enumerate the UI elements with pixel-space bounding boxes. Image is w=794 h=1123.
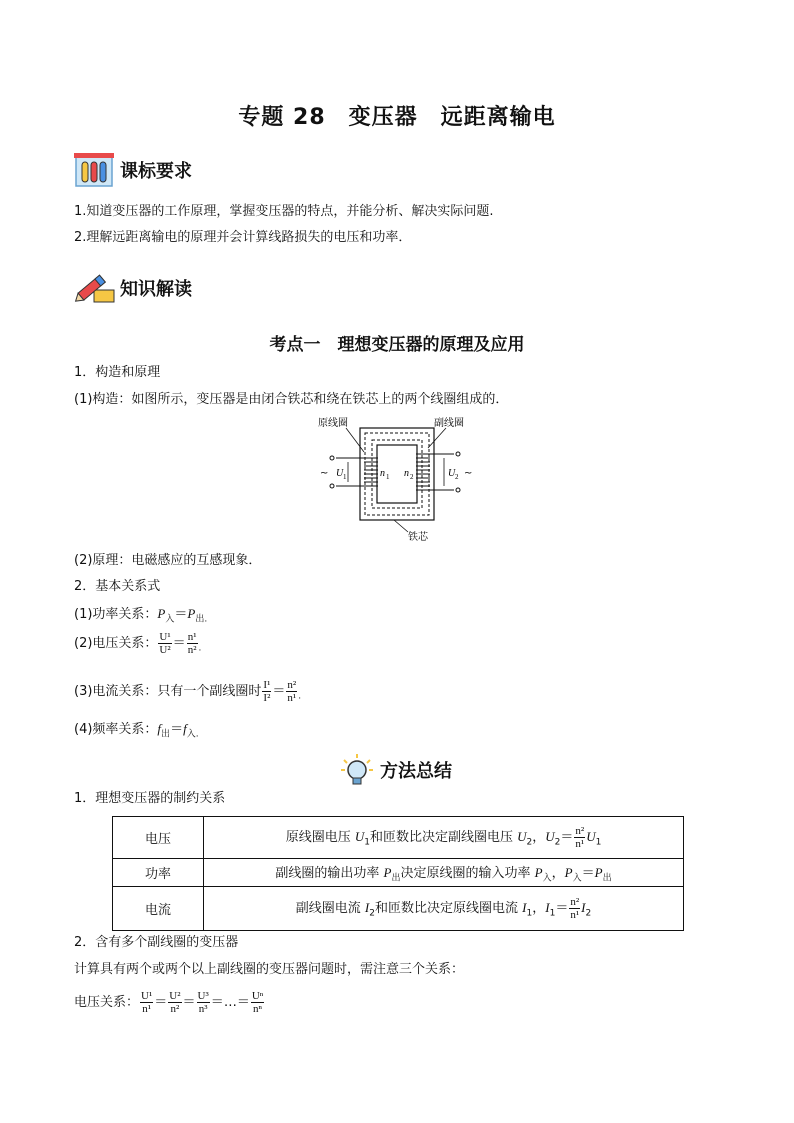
cell-var: P	[594, 864, 603, 880]
n1-sub: 1	[386, 473, 390, 481]
frac-num: U²	[169, 990, 181, 1002]
cell-text: ，	[532, 901, 546, 916]
cell-sub: 1	[364, 837, 370, 848]
frac-den: n³	[198, 1003, 208, 1015]
multi-voltage-label: 电压关系：	[74, 995, 140, 1010]
structure-text: (1)构造：如图所示，变压器是由闭合铁芯和绕在铁芯上的两个线圈组成的．	[74, 392, 509, 407]
voltage-fraction-n	[187, 631, 198, 656]
requirement-2: 2.理解远距离输电的原理并会计算线路损失的电压和功率．	[74, 230, 412, 245]
power-p-in: P	[157, 606, 166, 621]
cell-text: 副线圈电流	[295, 901, 365, 916]
table-cell-content	[204, 817, 684, 859]
table-row	[113, 817, 684, 859]
core-label: 铁芯	[408, 532, 428, 543]
table-row	[113, 859, 684, 887]
frac-den: n¹	[287, 692, 297, 704]
power-relation	[74, 605, 207, 629]
frac-num: n¹	[187, 631, 197, 643]
cell-fraction	[569, 896, 580, 921]
power-in-sub: 入	[165, 614, 175, 625]
cell-sub: 1	[595, 837, 602, 848]
multi-eq: ＝	[182, 995, 196, 1010]
cell-text: 原线圈电压	[285, 830, 355, 845]
freq-in-sub: 入	[186, 729, 196, 740]
u2-sub: 2	[455, 473, 459, 481]
cell-sub: 1	[526, 908, 533, 919]
test-tubes-icon	[74, 150, 116, 190]
cell-var: U	[517, 829, 527, 844]
cell-text: 副线圈的输出功率	[275, 865, 384, 881]
n2-sub: 2	[410, 473, 414, 481]
frac-den: n²	[170, 1003, 180, 1015]
requirements-title: 课标要求	[120, 161, 192, 182]
voltage-eq: ＝	[172, 636, 186, 651]
voltage-fraction-u	[158, 631, 171, 656]
current-fraction-n	[286, 679, 297, 704]
cell-text: 和匝数比决定原线圈电流	[375, 901, 523, 916]
cell-var: I	[581, 900, 586, 915]
cell-var: U	[586, 829, 596, 844]
frac-den: n¹	[575, 838, 585, 850]
page-title: 专题 28 变压器 远距离输电	[238, 105, 556, 130]
cell-var: U	[545, 829, 555, 844]
power-end: .	[204, 614, 208, 625]
cell-eq: ＝	[581, 865, 595, 881]
power-label: (1)功率关系：	[74, 607, 158, 622]
cell-var: P	[383, 864, 392, 880]
multi-fraction-n	[251, 990, 264, 1015]
secondary-coil-label: 副线圈	[434, 418, 464, 429]
freq-label: (4)频率关系：	[74, 722, 158, 737]
frac-den: n¹	[570, 909, 580, 921]
cell-fraction	[574, 825, 585, 850]
freq-f-in: f	[183, 721, 187, 736]
cell-var: I	[545, 900, 550, 915]
frac-den: n¹	[142, 1003, 152, 1015]
cell-var: U	[354, 829, 365, 844]
freq-f-out: f	[157, 721, 162, 736]
table-cell-label: 电流	[113, 887, 204, 931]
multi-fraction-2	[168, 990, 181, 1015]
table-row	[113, 887, 684, 931]
multi-voltage-relation	[74, 988, 265, 1018]
cell-var: P	[564, 864, 573, 880]
frac-num: U¹	[141, 990, 153, 1002]
table-cell-label: 功率	[113, 859, 204, 887]
current-eq: ＝	[272, 684, 286, 699]
cell-eq: ＝	[560, 830, 574, 845]
cell-eq: ＝	[555, 901, 569, 916]
table-cell-content	[204, 887, 684, 931]
n2-label: n	[404, 468, 409, 479]
multi-fraction-3	[197, 990, 210, 1015]
frac-den: I²	[263, 692, 271, 704]
cell-sub: 入	[572, 873, 582, 884]
frequency-relation	[74, 720, 199, 744]
cell-text: 决定原线圈的输入功率	[400, 865, 535, 881]
frac-num: U¹	[159, 631, 171, 643]
current-fraction-i	[262, 679, 271, 704]
cell-sub: 1	[549, 908, 556, 919]
secondary-tilde: ~	[464, 468, 473, 479]
method-title: 方法总结	[380, 761, 452, 782]
freq-out-sub: 出	[161, 729, 171, 740]
transformer-diagram	[316, 414, 476, 546]
cell-sub: 入	[542, 873, 552, 884]
method-item2: 2．含有多个副线圈的变压器	[74, 935, 239, 950]
method-header	[340, 752, 452, 788]
table-cell-label: 电压	[113, 817, 204, 859]
pencil-eraser-icon	[74, 268, 116, 308]
u2-label: U	[448, 468, 456, 479]
multi-eq: ＝	[210, 995, 224, 1010]
cell-sub: 2	[554, 837, 561, 848]
frac-num: n²	[575, 825, 585, 837]
current-end: .	[298, 691, 302, 702]
knowledge-title: 知识解读	[120, 279, 192, 300]
frac-num: Uⁿ	[251, 990, 264, 1002]
frac-num: U³	[197, 990, 209, 1002]
power-p-out: P	[187, 606, 196, 621]
primary-coil	[364, 458, 378, 486]
frac-num: I¹	[263, 679, 271, 691]
cell-sub: 2	[526, 837, 533, 848]
multi-dots: …	[223, 995, 237, 1010]
cell-var: I	[522, 900, 527, 915]
principle-text: (2)原理：电磁感应的互感现象．	[74, 553, 262, 568]
cell-var: P	[534, 864, 543, 880]
cell-text: 和匝数比决定副线圈电压	[369, 830, 518, 845]
table-cell-content	[204, 859, 684, 887]
multi-text: 计算具有两个或两个以上副线圈的变压器问题时，需注意三个关系：	[74, 962, 465, 977]
voltage-relation	[74, 630, 201, 663]
cell-sub: 出	[602, 873, 612, 884]
secondary-coil	[416, 454, 430, 490]
requirements-header	[74, 150, 192, 190]
voltage-end: .	[198, 643, 202, 654]
cell-sub: 2	[369, 908, 375, 919]
cell-sub: 出	[391, 873, 401, 884]
frac-den: nⁿ	[253, 1003, 263, 1015]
u1-label: U	[336, 468, 344, 479]
method-item1: 1．理想变压器的制约关系	[74, 791, 226, 806]
multi-eq: ＝	[236, 995, 250, 1010]
primary-coil-label: 原线圈	[318, 418, 348, 429]
lightbulb-icon	[340, 752, 376, 788]
item2-heading: 2．基本关系式	[74, 579, 161, 594]
n1-label: n	[380, 468, 385, 479]
freq-eq: ＝	[170, 722, 184, 737]
power-out-sub: 出	[195, 614, 205, 625]
current-label: (3)电流关系：只有一个副线圈时	[74, 684, 262, 699]
item1-heading: 1．构造和原理	[74, 365, 161, 380]
cell-text: ，	[551, 865, 565, 881]
requirement-1: 1.知道变压器的工作原理，掌握变压器的特点，并能分析、解决实际问题.	[74, 204, 494, 219]
cell-text: ，	[532, 830, 546, 845]
cell-var: I	[364, 900, 370, 915]
current-relation	[74, 678, 301, 711]
frac-num: n²	[570, 896, 580, 908]
frac-num: n²	[287, 679, 297, 691]
knowledge-header	[74, 268, 192, 308]
multi-fraction-1	[140, 990, 153, 1015]
cell-sub: 2	[585, 908, 592, 919]
power-eq: ＝	[174, 607, 188, 622]
primary-tilde: ~	[320, 468, 329, 479]
voltage-label: (2)电压关系：	[74, 636, 158, 651]
multi-eq: ＝	[154, 995, 168, 1010]
freq-end: .	[195, 729, 199, 740]
frac-den: n²	[187, 644, 197, 656]
u1-sub: 1	[343, 473, 347, 481]
point1-heading: 考点一 理想变压器的原理及应用	[269, 335, 525, 355]
relations-table	[112, 816, 684, 931]
frac-den: U²	[159, 644, 171, 656]
